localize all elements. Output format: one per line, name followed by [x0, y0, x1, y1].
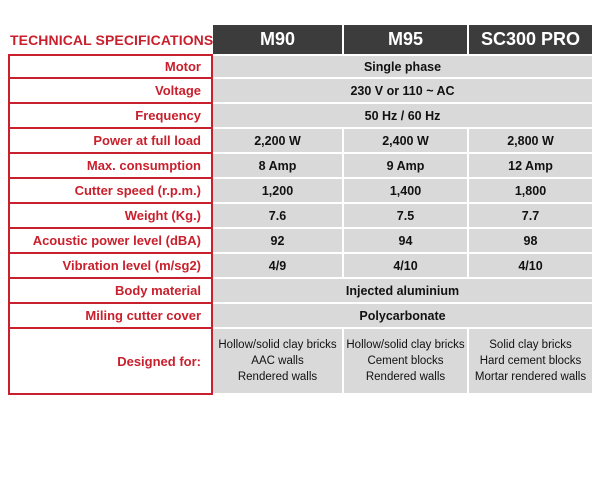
cutter-speed-m90: 1,200 — [213, 179, 342, 204]
consumption-sc300: 12 Amp — [467, 154, 592, 179]
designed-for-item: Rendered walls — [237, 371, 318, 383]
acoustic-sc300: 98 — [467, 229, 592, 254]
row-label: Weight (Kg.) — [8, 204, 213, 229]
row-label: Cutter speed (r.p.m.) — [8, 179, 213, 204]
designed-for-item: Hollow/solid clay bricks — [218, 339, 337, 351]
vibration-sc300: 4/10 — [467, 254, 592, 279]
power-sc300: 2,800 W — [467, 129, 592, 154]
row-label: Max. consumption — [8, 154, 213, 179]
power-m95: 2,400 W — [342, 129, 467, 154]
spec-table — [8, 25, 592, 395]
row-label: Voltage — [8, 79, 213, 104]
row-label: Frequency — [8, 104, 213, 129]
designed-for-m95 — [342, 329, 467, 395]
model-sc300-header: SC300 PRO — [467, 25, 592, 54]
row-label: Acoustic power level (dBA) — [8, 229, 213, 254]
model-m95-header: M95 — [342, 25, 467, 54]
weight-sc300: 7.7 — [467, 204, 592, 229]
voltage-value: 230 V or 110 ~ AC — [213, 79, 592, 104]
power-m90: 2,200 W — [213, 129, 342, 154]
consumption-m95: 9 Amp — [342, 154, 467, 179]
body-material-value: Injected aluminium — [213, 279, 592, 304]
weight-m95: 7.5 — [342, 204, 467, 229]
consumption-m90: 8 Amp — [213, 154, 342, 179]
table-row-cutter-speed — [8, 179, 592, 204]
motor-value: Single phase — [213, 54, 592, 79]
table-row-weight — [8, 204, 592, 229]
row-label: Vibration level (m/sg2) — [8, 254, 213, 279]
designed-for-item: Rendered walls — [365, 371, 446, 383]
table-title: TECHNICAL SPECIFICATIONS — [10, 31, 214, 48]
designed-for-item: AAC walls — [251, 355, 304, 367]
table-row-vibration — [8, 254, 592, 279]
acoustic-m95: 94 — [342, 229, 467, 254]
designed-for-sc300 — [467, 329, 592, 395]
designed-for-item: Cement blocks — [367, 355, 444, 367]
weight-m90: 7.6 — [213, 204, 342, 229]
designed-for-item: Solid clay bricks — [489, 339, 572, 351]
acoustic-m90: 92 — [213, 229, 342, 254]
vibration-m95: 4/10 — [342, 254, 467, 279]
model-m90-header: M90 — [213, 25, 342, 54]
designed-for-item: Mortar rendered walls — [474, 371, 587, 383]
header-row — [8, 25, 592, 54]
designed-for-item: Hollow/solid clay bricks — [346, 339, 465, 351]
row-label: Body material — [8, 279, 213, 304]
row-label: Motor — [8, 54, 213, 79]
row-label: Designed for: — [8, 329, 213, 395]
designed-for-m90 — [213, 329, 342, 395]
table-row-voltage — [8, 79, 592, 104]
table-row-frequency — [8, 104, 592, 129]
row-label: Miling cutter cover — [8, 304, 213, 329]
table-row-consumption — [8, 154, 592, 179]
table-row-body-material — [8, 279, 592, 304]
cutter-speed-m95: 1,400 — [342, 179, 467, 204]
table-row-acoustic — [8, 229, 592, 254]
frequency-value: 50 Hz / 60 Hz — [213, 104, 592, 129]
table-row-motor — [8, 54, 592, 79]
table-row-power — [8, 129, 592, 154]
row-label: Power at full load — [8, 129, 213, 154]
table-row-cutter-cover — [8, 304, 592, 329]
vibration-m90: 4/9 — [213, 254, 342, 279]
table-row-designed-for — [8, 329, 592, 395]
cutter-speed-sc300: 1,800 — [467, 179, 592, 204]
designed-for-item: Hard cement blocks — [479, 355, 582, 367]
cutter-cover-value: Polycarbonate — [213, 304, 592, 329]
